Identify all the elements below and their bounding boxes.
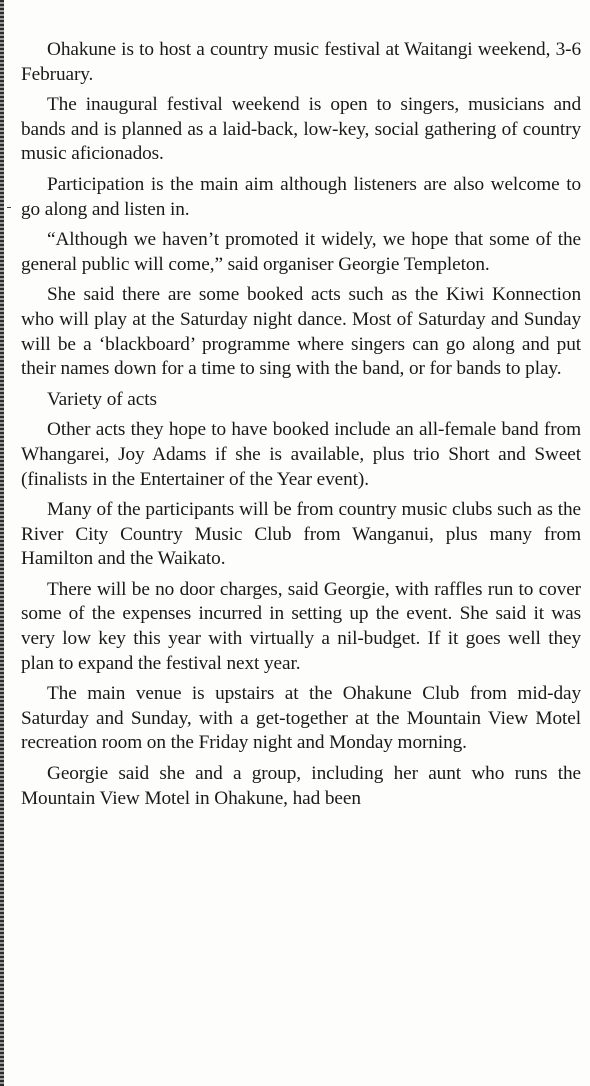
- article-paragraph-8: There will be no door charges, said Georgie, with raffles run to cover some of the expenses incurred in setting up the event. She said it was very low key this year with virtually a nil-budget. If it goes well they plan to expand the festival next year.: [21, 578, 581, 674]
- article-paragraph-6: Other acts they hope to have booked include an all-female band from Whangarei, Joy Adams if she is available, plus trio Short and Sweet (finalists in the Entertainer of the Year event).: [21, 419, 581, 490]
- article-paragraph-5: She said there are some booked acts such as the Kiwi Konnection who will play at the Saturday night dance. Most of Saturday and Sunday will be a ‘blackboard’ programme where singers can go along and put their names down for a time to sing with the band, or for bands to play.: [21, 284, 581, 380]
- article-paragraph-4: “Although we haven’t promoted it widely, we hope that some of the general public will come,” said organiser Georgie Templeton.: [21, 229, 581, 275]
- article-subheading: Variety of acts: [47, 388, 157, 410]
- article-column: [21, 38, 581, 817]
- article-paragraph-10: Georgie said she and a group, including her aunt who runs the Mountain View Motel in Ohakune, had been: [21, 763, 581, 809]
- article-paragraph-2: The inaugural festival weekend is open to singers, musicians and bands and is planned as a laid-back, low-key, social gathering of country music aficionados.: [21, 94, 581, 165]
- article-paragraph-1: Ohakune is to host a country music festival at Waitangi weekend, 3-6 February.: [21, 39, 581, 85]
- article-paragraph-9: The main venue is upstairs at the Ohakune Club from mid-day Saturday and Sunday, with a get-together at the Mountain View Motel recreation room on the Friday night and Monday morning.: [21, 683, 581, 754]
- article-paragraph-7: Many of the participants will be from country music clubs such as the River City Country Music Club from Wanganui, plus many from Hamilton and the Waikato.: [21, 499, 581, 570]
- column-rule: [0, 0, 4, 1086]
- article-paragraph-3: Participation is the main aim although listeners are also welcome to go along and listen in.: [21, 173, 581, 220]
- print-speck: [7, 207, 11, 208]
